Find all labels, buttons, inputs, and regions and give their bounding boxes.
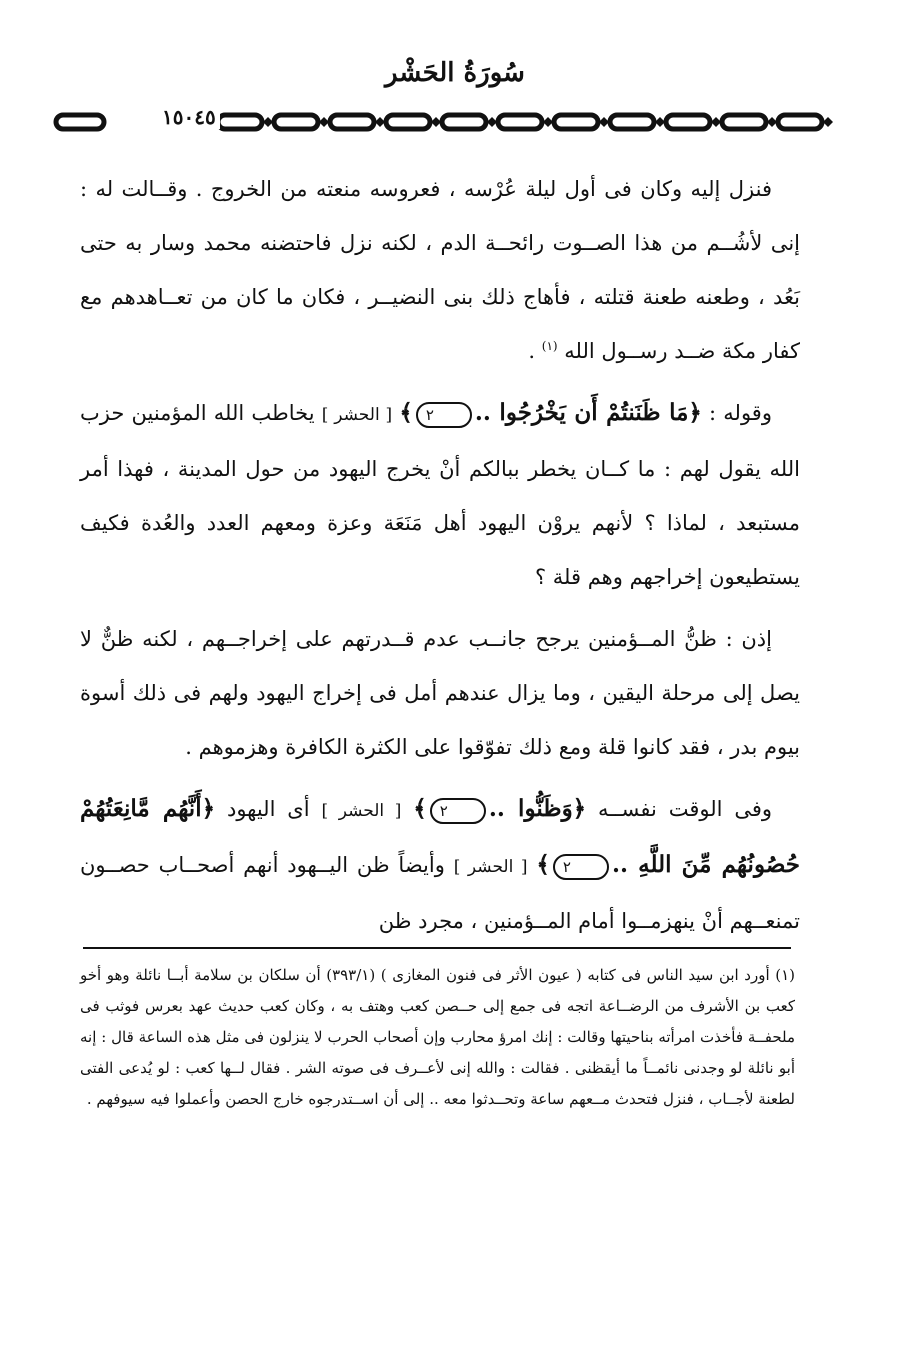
paragraph-1-text: فنزل إليه وكان فى أول ليلة عُرْسه ، فعروسه منعته من الخروج . وقــالت له : إنى لأشُــم من هذا الصــوت رائحــة الدم ، لكنه نزل فاحتضنه محمد وسار به حتى بَعُد ، وطعنه طعنة قتلته ، فأهاج ذلك بنى النضيــر ، فكان ما كان من تعــاهدهم مع كفار مكة ضــد رســول الله [80,177,800,363]
ornament-link [218,115,262,129]
paragraph-2-text: يخاطب الله المؤمنين حزب الله يقول لهم : ما كــان يخطر ببالكم أنْ يخرج اليهود من حول المدينة ، فهذا أمر مستبعد ، لماذا ؟ لأنهم يروْن اليهود أهل مَنَعَة وعزة ومعهم العدد والعُدة فكيف يستطيعون إخراجهم وهم قلة ؟ [80,401,800,589]
surah-reference: [ الحشر ] [453,857,528,877]
verse-number-badge: ٢ [553,854,609,880]
ornament-link [442,115,486,129]
ornament-link [330,115,374,129]
surah-reference: [ الحشر ] [321,405,393,425]
footnote-divider [83,947,791,949]
verse-number-badge: ٢ [430,798,486,824]
paragraph-2-intro: وقوله : [701,401,772,425]
quran-quote: ﴿أَنَّهُم مَّانِعَتُهُمْ حُصُونُهُم مِّنَ اللَّهِ .. [80,795,800,878]
ornament-link [610,115,654,129]
paragraph-1 [80,162,800,378]
ornament-link [666,115,710,129]
quran-quote-close: ﴾ [536,851,550,878]
footnote-text: (١) أورد ابن سيد الناس فى كتابه ( عيون الأثر فى فنون المغازى ) (٣٩٣/١) أن سلكان بن سلامة أبــا نائلة وهو أخو كعب بن الأشرف من الرضــاعة اتجه فى جمع إلى حــصن كعب وهتف به ، وكان كعب حديث عهد بعرس فوثب فى ملحفــة فأخذت امرأته بناحيتها وقالت : إنك امرؤ محارب وإن أصحاب الحرب لا ينزلون فى مثل هذه الساعة قال : إنه أبو نائلة لو وجدنى نائمــاً ما أيقظنى . فقالت : والله إنى لأعــرف فى صوته الشر . فقال لــها كعب : لو يُدعى الفتى لطعنة لأجــاب ، فنزل فتحدث مــعهم ساعة وتحــدثوا معه .. إلى أن اســتدرجوه خارج الحصن وأعملوا فيه سيوفهم . [80,966,795,1108]
surah-reference: [ الحشر ] [321,801,402,821]
paragraph-4-mid: أى اليهود [215,797,322,821]
quran-quote-close: ﴾ [399,399,413,426]
paragraph-2 [80,386,800,604]
quran-quote: ﴿وَظَنُّوا .. [488,795,587,822]
page-header [50,52,860,138]
ornament-link [778,115,822,129]
ornament-link [386,115,430,129]
verse-number-badge: ٢ [416,402,472,428]
paragraph-4-intro: وفى الوقت نفســه [586,797,773,821]
ornament-link [56,115,104,129]
footnote [80,960,795,1115]
paragraph-3-text: إذن : ظنُّ المــؤمنين يرجح جانــب عدم قــدرتهم على إخراجــهم ، لكنه ظنٌّ لا يصل إلى مرحلة اليقين ، وما يزال عندهم أمل فى إخراج اليهود ولهم فى ذلك أسوة بيوم بدر ، فقد كانوا قلة ومع ذلك تفوّقوا على الكثرة الكافرة وهزموهم . [80,627,800,759]
paragraph-1-end: . [528,339,542,363]
ornament-diamond [823,117,833,127]
ornament-link [498,115,542,129]
footnote-marker: (١) [541,339,558,353]
paragraph-4-text: وأيضاً ظن اليــهود أنهم أصحــاب حصــون تمنعــهم أنْ ينهزمــوا أمام المــؤمنين ، مجرد ظن [80,853,800,933]
quran-quote: ﴿مَا ظَنَنتُمْ أَن يَخْرُجُوا .. [474,399,702,426]
main-text [80,162,800,956]
paragraph-3 [80,612,800,774]
ornament-link [722,115,766,129]
ornament-link [274,115,318,129]
surah-title: سُورَةُ الحَشْر [385,58,525,88]
page-number: ١٥٠٤٥ [158,105,220,129]
ornament-link [554,115,598,129]
quran-quote-close: ﴾ [413,795,427,822]
paragraph-4 [80,782,800,948]
